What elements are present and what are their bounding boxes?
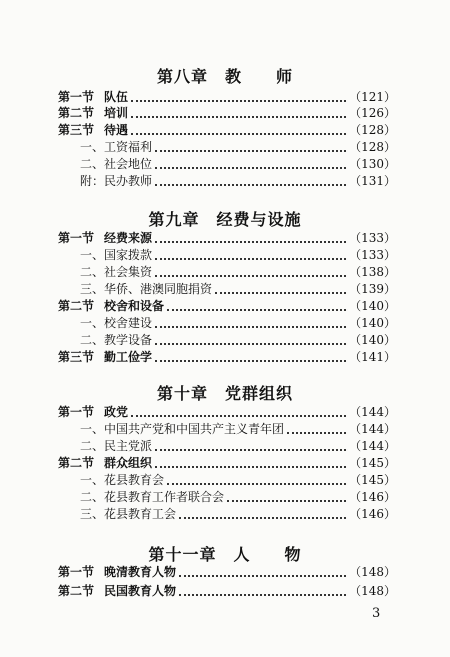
toc-entry[interactable] <box>58 455 396 472</box>
page-ref: （139） <box>349 282 396 296</box>
dot-leader <box>179 517 346 519</box>
entry-title: 二、社会地位 <box>80 157 153 171</box>
entry-title: 三、花县教育工会 <box>80 507 177 521</box>
section-label: 第二节 <box>58 584 95 598</box>
page-ref: （144） <box>349 422 396 436</box>
entry-title: 一、国家拨款 <box>80 248 153 262</box>
dot-leader <box>179 594 346 596</box>
toc-subentry[interactable] <box>80 315 396 332</box>
dot-leader <box>155 258 346 260</box>
page-ref: （133） <box>349 231 396 245</box>
dot-leader <box>155 326 346 328</box>
dot-leader <box>131 116 346 118</box>
page-ref: （146） <box>349 507 396 521</box>
entry-title: 一、中国共产党和中国共产主义青年团 <box>80 422 285 436</box>
entry-title: 二、花县教育工作者联合会 <box>80 490 225 504</box>
page-ref: （131） <box>349 174 396 188</box>
toc-entry[interactable] <box>58 230 396 247</box>
toc-entry[interactable] <box>58 122 396 139</box>
section-label: 第一节 <box>58 565 95 579</box>
page-ref: （148） <box>349 565 396 579</box>
page-ref: （144） <box>349 439 396 453</box>
toc-subentry[interactable] <box>80 438 396 455</box>
section-label: 第二节 <box>58 456 95 470</box>
dot-leader <box>227 500 346 502</box>
entry-title: 一、工资福利 <box>80 140 153 154</box>
dot-leader <box>155 167 346 169</box>
entry-title: 队伍 <box>104 90 129 104</box>
toc-entry[interactable] <box>58 298 396 315</box>
page-ref: （140） <box>349 299 396 313</box>
section-label: 第二节 <box>58 299 95 313</box>
entry-title: 经费来源 <box>104 231 153 245</box>
page-ref: （121） <box>349 90 396 104</box>
toc-subentry[interactable] <box>80 281 396 298</box>
dot-leader <box>155 343 346 345</box>
page-number: 3 <box>372 606 381 621</box>
entry-title: 民国教育人物 <box>104 584 177 598</box>
page-ref: （141） <box>349 350 396 364</box>
entry-title: 勤工俭学 <box>104 350 153 364</box>
chapter-heading: 第十章 党群组织 <box>156 384 293 403</box>
section-label: 第一节 <box>58 90 95 104</box>
entry-title: 附：民办教师 <box>80 174 153 188</box>
entry-title: 晚清教育人物 <box>104 565 177 579</box>
entry-title: 校舍和设备 <box>104 299 165 313</box>
dot-leader <box>155 360 346 362</box>
page-ref: （148） <box>349 584 396 598</box>
page-ref: （140） <box>349 333 396 347</box>
page-ref: （126） <box>349 106 396 120</box>
page-ref: （130） <box>349 157 396 171</box>
chapter-heading: 第八章 教 师 <box>156 67 293 86</box>
toc-subentry[interactable] <box>80 472 396 489</box>
entry-title: 一、校舍建设 <box>80 316 153 330</box>
entry-title: 三、华侨、港澳同胞捐资 <box>80 282 213 296</box>
dot-leader <box>155 184 346 186</box>
dot-leader <box>155 449 346 451</box>
section-label: 第一节 <box>58 231 95 245</box>
section-label: 第二节 <box>58 106 95 120</box>
toc-subentry[interactable] <box>80 264 396 281</box>
toc-entry[interactable] <box>58 404 396 421</box>
entry-title: 群众组织 <box>104 456 153 470</box>
chapter-heading: 第十一章 人 物 <box>148 545 302 564</box>
page-ref: （145） <box>349 456 396 470</box>
dot-leader <box>131 415 346 417</box>
dot-leader <box>131 100 346 102</box>
toc-subentry[interactable] <box>80 332 396 349</box>
toc-subentry[interactable] <box>80 247 396 264</box>
toc-subentry[interactable] <box>80 489 396 506</box>
toc-entry[interactable] <box>58 349 396 366</box>
entry-title: 待遇 <box>104 123 129 137</box>
section-label: 第三节 <box>58 350 95 364</box>
toc-entry[interactable] <box>58 105 396 122</box>
entry-title: 二、民主党派 <box>80 439 153 453</box>
page-ref: （128） <box>349 123 396 137</box>
dot-leader <box>167 309 346 311</box>
toc-subentry[interactable] <box>80 139 396 156</box>
entry-title: 二、教学设备 <box>80 333 153 347</box>
entry-title: 一、花县教育会 <box>80 473 165 487</box>
toc-subentry[interactable] <box>80 421 396 438</box>
section-label: 第三节 <box>58 123 95 137</box>
chapter-heading: 第九章 经费与设施 <box>148 210 302 229</box>
entry-title: 政党 <box>104 405 129 419</box>
toc-entry[interactable] <box>58 89 396 106</box>
dot-leader <box>131 133 346 135</box>
toc-subentry[interactable] <box>80 173 396 190</box>
dot-leader <box>215 292 346 294</box>
toc-entry[interactable] <box>58 564 396 581</box>
page-ref: （138） <box>349 265 396 279</box>
toc-subentry[interactable] <box>80 156 396 173</box>
page-ref: （144） <box>349 405 396 419</box>
entry-title: 培训 <box>104 106 129 120</box>
dot-leader <box>155 150 346 152</box>
dot-leader <box>167 483 346 485</box>
toc-subentry[interactable] <box>80 506 396 523</box>
dot-leader <box>155 241 346 243</box>
page-ref: （140） <box>349 316 396 330</box>
page-ref: （128） <box>349 140 396 154</box>
entry-title: 二、社会集资 <box>80 265 153 279</box>
dot-leader <box>155 275 346 277</box>
dot-leader <box>155 466 346 468</box>
section-label: 第一节 <box>58 405 95 419</box>
dot-leader <box>287 432 346 434</box>
page-ref: （146） <box>349 490 396 504</box>
page-ref: （133） <box>349 248 396 262</box>
page-ref: （145） <box>349 473 396 487</box>
toc-entry[interactable] <box>58 583 396 600</box>
dot-leader <box>179 575 346 577</box>
